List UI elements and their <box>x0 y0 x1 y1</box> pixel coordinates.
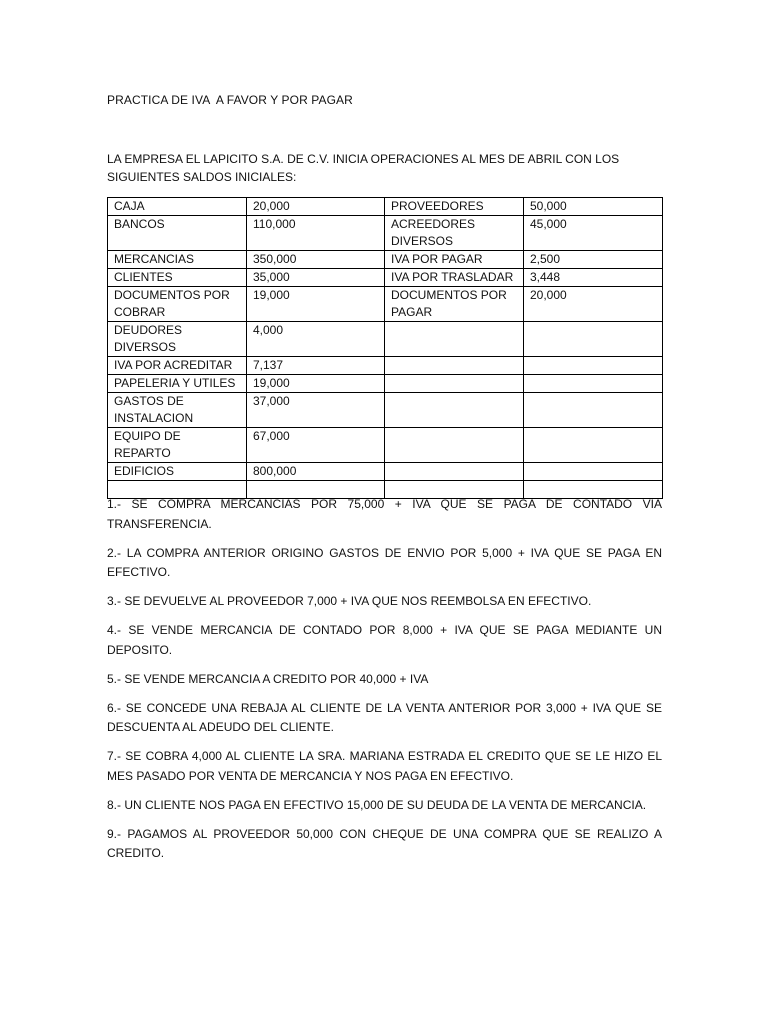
table-cell-account-name: BANCOS <box>108 216 247 251</box>
table-cell-account-name <box>385 322 524 357</box>
table-cell-account-amount: 45,000 <box>524 216 663 251</box>
table-cell-account-amount <box>524 393 663 428</box>
document-title: PRACTICA DE IVA A FAVOR Y POR PAGAR <box>107 93 353 107</box>
table-cell-account-amount: 7,137 <box>247 357 385 375</box>
table-row <box>108 375 663 393</box>
table-row <box>108 251 663 269</box>
table-cell-account-amount: 110,000 <box>247 216 385 251</box>
table-cell-account-amount: 2,500 <box>524 251 663 269</box>
exercise-item: 5.- SE VENDE MERCANCIA A CREDITO POR 40,000 + IVA <box>107 671 429 686</box>
table-cell-account-amount: 3,448 <box>524 269 663 287</box>
table-cell-account-name: DEUDORES DIVERSOS <box>108 322 247 357</box>
table-cell-account-amount: 19,000 <box>247 375 385 393</box>
table-cell-account-name <box>385 463 524 481</box>
table-cell-account-name: GASTOS DE INSTALACION <box>108 393 247 428</box>
table-cell-account-amount: 20,000 <box>247 198 385 216</box>
table-cell-account-name: DOCUMENTOS POR COBRAR <box>108 287 247 322</box>
table-cell-account-amount <box>524 357 663 375</box>
table-cell-account-amount: 20,000 <box>524 287 663 322</box>
table-row <box>108 198 663 216</box>
table-cell-account-name: CLIENTES <box>108 269 247 287</box>
table-cell-account-name <box>385 357 524 375</box>
table-cell-account-amount <box>524 322 663 357</box>
table-cell-account-amount: 35,000 <box>247 269 385 287</box>
table-row <box>108 357 663 375</box>
table-cell-account-amount: 800,000 <box>247 463 385 481</box>
exercise-list <box>107 495 662 873</box>
table-row <box>108 322 663 357</box>
table-cell-account-amount <box>524 428 663 463</box>
table-cell-account-amount: 19,000 <box>247 287 385 322</box>
intro-paragraph: LA EMPRESA EL LAPICITO S.A. DE C.V. INICIA OPERACIONES AL MES DE ABRIL CON LOS SIGUIENTES SALDOS INICIALES: <box>107 152 620 184</box>
initial-balances-body <box>108 198 663 499</box>
exercise-item: 8.- UN CLIENTE NOS PAGA EN EFECTIVO 15,000 DE SU DEUDA DE LA VENTA DE MERCANCIA. <box>107 797 647 812</box>
table-cell-account-name <box>385 393 524 428</box>
table-row <box>108 287 663 322</box>
table-row <box>108 216 663 251</box>
table-cell-account-amount <box>524 375 663 393</box>
exercise-item: 9.- PAGAMOS AL PROVEEDOR 50,000 CON CHEQUE DE UNA COMPRA QUE SE REALIZO A CREDITO. <box>107 826 662 860</box>
exercise-item: 4.- SE VENDE MERCANCIA DE CONTADO POR 8,000 + IVA QUE SE PAGA MEDIANTE UN DEPOSITO. <box>107 623 662 657</box>
table-cell-account-name <box>385 428 524 463</box>
exercise-item: 2.- LA COMPRA ANTERIOR ORIGINO GASTOS DE ENVIO POR 5,000 + IVA QUE SE PAGA EN EFECTIVO. <box>107 545 662 579</box>
table-cell-account-name: PROVEEDORES <box>385 198 524 216</box>
initial-balances-table <box>107 197 663 499</box>
table-cell-account-name: IVA POR ACREDITAR <box>108 357 247 375</box>
table-cell-account-amount: 50,000 <box>524 198 663 216</box>
table-row <box>108 393 663 428</box>
table-cell-account-name: EDIFICIOS <box>108 463 247 481</box>
table-cell-account-amount: 4,000 <box>247 322 385 357</box>
table-row <box>108 463 663 481</box>
table-cell-account-name: IVA POR TRASLADAR <box>385 269 524 287</box>
table-cell-account-amount: 37,000 <box>247 393 385 428</box>
table-cell-account-name: ACREEDORES DIVERSOS <box>385 216 524 251</box>
table-cell-account-name: EQUIPO DE REPARTO <box>108 428 247 463</box>
table-cell-account-name: CAJA <box>108 198 247 216</box>
table-cell-account-name: IVA POR PAGAR <box>385 251 524 269</box>
exercise-item: 7.- SE COBRA 4,000 AL CLIENTE LA SRA. MARIANA ESTRADA EL CREDITO QUE SE LE HIZO EL MES PASADO POR VENTA DE MERCANCIA Y NOS PAGA EN EFECTIVO. <box>107 749 662 783</box>
exercise-item: 3.- SE DEVUELVE AL PROVEEDOR 7,000 + IVA QUE NOS REEMBOLSA EN EFECTIVO. <box>107 594 592 608</box>
table-row <box>108 269 663 287</box>
exercise-item: 1.- SE COMPRA MERCANCIAS POR 75,000 + IVA QUE SE PAGA DE CONTADO VIA TRANSFERENCIA. <box>107 497 662 531</box>
table-cell-account-amount: 350,000 <box>247 251 385 269</box>
exercise-item: 6.- SE CONCEDE UNA REBAJA AL CLIENTE DE LA VENTA ANTERIOR POR 3,000 + IVA QUE SE DESCUENTA AL ADEUDO DEL CLIENTE. <box>107 700 662 734</box>
table-cell-account-name: DOCUMENTOS POR PAGAR <box>385 287 524 322</box>
table-cell-account-name: MERCANCIAS <box>108 251 247 269</box>
table-cell-account-name <box>385 375 524 393</box>
table-cell-account-amount <box>524 463 663 481</box>
table-cell-account-amount: 67,000 <box>247 428 385 463</box>
table-row <box>108 428 663 463</box>
table-cell-account-name: PAPELERIA Y UTILES <box>108 375 247 393</box>
